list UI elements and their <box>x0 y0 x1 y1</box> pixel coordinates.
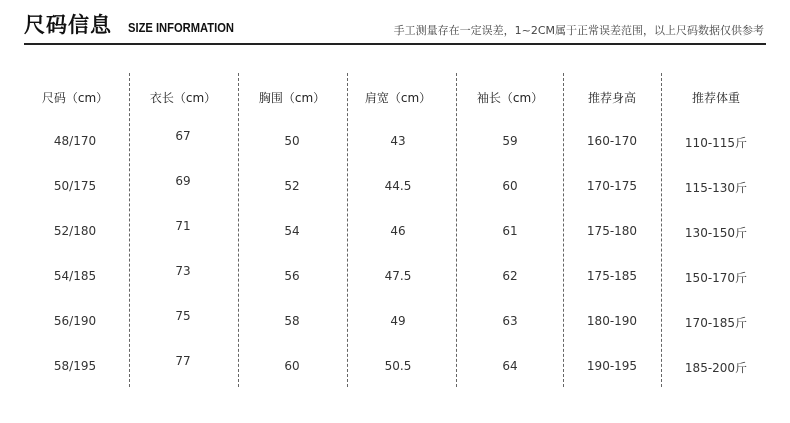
cell-weight: 185-200斤 <box>684 361 748 375</box>
size-info-header <box>0 0 790 46</box>
page-title: 尺码信息 <box>24 13 112 37</box>
cell-height: 170-175 <box>586 179 638 193</box>
column-header-weight: 推荐体重 <box>691 91 740 105</box>
cell-shoulder: 47.5 <box>384 269 412 283</box>
cell-chest: 56 <box>284 269 300 283</box>
cell-shoulder: 49 <box>390 314 406 328</box>
cell-height: 160-170 <box>586 134 638 148</box>
cell-weight: 130-150斤 <box>684 226 748 240</box>
cell-chest: 54 <box>284 224 300 238</box>
column-header-size: 尺码（cm） <box>41 91 109 105</box>
cell-chest: 52 <box>284 179 300 193</box>
cell-size: 58/195 <box>53 359 97 373</box>
page-subtitle: SIZE INFORMATION <box>128 20 235 35</box>
cell-sleeve: 59 <box>502 134 518 148</box>
cell-size: 52/180 <box>53 224 97 238</box>
cell-sleeve: 64 <box>502 359 518 373</box>
cell-sleeve: 62 <box>502 269 518 283</box>
cell-height: 180-190 <box>586 314 638 328</box>
column-header-shoulder: 肩宽（cm） <box>364 91 432 105</box>
cell-shoulder: 50.5 <box>384 359 412 373</box>
cell-length: 77 <box>175 354 191 368</box>
cell-size: 48/170 <box>53 134 97 148</box>
cell-length: 69 <box>175 174 191 188</box>
measurement-note: 手工测量存在一定误差，1~2CM属于正常误差范围，以上尺码数据仅供参考 <box>393 24 764 37</box>
size-table <box>21 73 781 387</box>
cell-length: 71 <box>175 219 191 233</box>
cell-weight: 115-130斤 <box>684 181 748 195</box>
cell-weight: 150-170斤 <box>684 271 748 285</box>
cell-sleeve: 63 <box>502 314 518 328</box>
cell-shoulder: 43 <box>390 134 406 148</box>
cell-sleeve: 60 <box>502 179 518 193</box>
header-divider <box>24 43 766 45</box>
cell-chest: 58 <box>284 314 300 328</box>
cell-shoulder: 44.5 <box>384 179 412 193</box>
cell-chest: 60 <box>284 359 300 373</box>
cell-sleeve: 61 <box>502 224 518 238</box>
cell-length: 67 <box>175 129 191 143</box>
cell-height: 190-195 <box>586 359 638 373</box>
cell-weight: 110-115斤 <box>684 136 748 150</box>
cell-height: 175-185 <box>586 269 638 283</box>
column-header-length: 衣长（cm） <box>149 91 217 105</box>
column-header-height: 推荐身高 <box>587 91 636 105</box>
cell-shoulder: 46 <box>390 224 406 238</box>
cell-length: 73 <box>175 264 191 278</box>
cell-size: 50/175 <box>53 179 97 193</box>
cell-size: 56/190 <box>53 314 97 328</box>
column-header-chest: 胸围（cm） <box>258 91 326 105</box>
column-header-sleeve: 袖长（cm） <box>476 91 544 105</box>
cell-chest: 50 <box>284 134 300 148</box>
cell-length: 75 <box>175 309 191 323</box>
cell-size: 54/185 <box>53 269 97 283</box>
cell-weight: 170-185斤 <box>684 316 748 330</box>
cell-height: 175-180 <box>586 224 638 238</box>
